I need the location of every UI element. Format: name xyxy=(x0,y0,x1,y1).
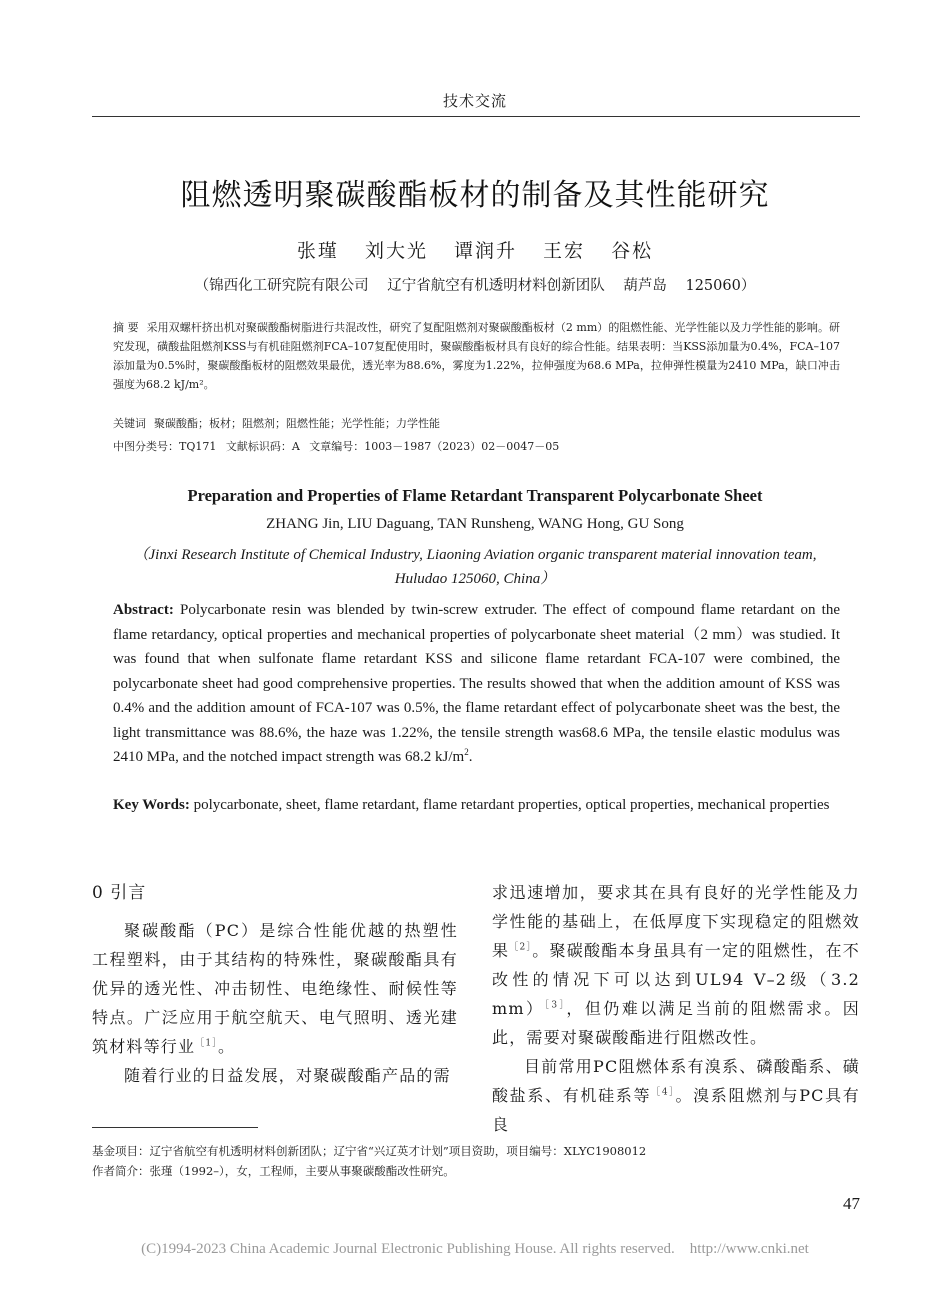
paragraph-text: 聚碳酸酯（PC）是综合性能优越的热塑性工程塑料，由于其结构的特殊性，聚碳酸酯具有优异的透光性、冲击韧性、电绝缘性、耐候性等特点。广泛应用于航空航天、电气照明、透光建筑材料等行业 xyxy=(92,921,458,1056)
english-abstract-text: Polycarbonate resin was blended by twin-screw extruder. The effect of compound flame retardant on the flame retardancy, optical properties and mechanical properties of polycarbonate sheet material（2 mm）was studied. It was found that when sulfonate flame retardant KSS and silicone flame retardant FCA-107 were combined, the polycarbonate sheet had good comprehensive properties. The results showed that when the addition amount of KSS was 0.4% and the addition amount of FCA-107 was 0.5%, the flame retardant effect of polycarbonate sheet was the best, the light transmittance was 88.6%, the haze was 1.22%, the tensile strength was68.6 MPa, the tensile elastic modulus was 2410 MPa, and the notched impact strength was 68.2 kJ/m xyxy=(113,602,841,765)
section-heading-introduction: 0 引言 xyxy=(92,883,147,903)
english-abstract-end: . xyxy=(468,749,473,765)
body-column-right xyxy=(492,878,860,1139)
body-paragraph xyxy=(492,1052,860,1139)
paragraph-text: ，但仍难以满足当前的阻燃需求。因此，需要对聚碳酸酯进行阻燃改性。 xyxy=(492,999,861,1047)
footnote-rule xyxy=(92,1127,258,1128)
chinese-keywords-label: 关键词 xyxy=(113,417,146,430)
affiliation: （锦西化工研究院有限公司 辽宁省航空有机透明材料创新团队 葫芦岛 125060） xyxy=(194,278,756,294)
chinese-abstract-label: 摘 要 xyxy=(113,321,139,334)
chinese-keywords-text: 聚碳酸酯；板材；阻燃剂；阻燃性能；光学性能；力学性能 xyxy=(154,417,440,430)
body-paragraph xyxy=(92,1061,458,1090)
body-paragraph xyxy=(92,916,458,1061)
paragraph-text: 目前常用PC阻燃体系有溴系、磷酸酯系、磺酸盐系、有机硅系等 xyxy=(492,1057,860,1105)
paragraph-text: 求迅速增加，要求其在具有良好的光学性能及力学性能的基础上，在低厚度下实现稳定的阻燃效果 xyxy=(492,883,860,960)
citation-ref: ［1］ xyxy=(195,1038,219,1049)
citation-ref: ［4］ xyxy=(651,1087,676,1098)
english-keywords xyxy=(113,793,840,818)
chinese-keywords xyxy=(113,414,840,433)
english-title: Preparation and Properties of Flame Retardant Transparent Polycarbonate Sheet xyxy=(187,486,763,505)
copyright-line: (C)1994-2023 China Academic Journal Electronic Publishing House. All rights reserved. http://www.cnki.net xyxy=(141,1241,809,1257)
english-affiliation: （Jinxi Research Institute of Chemical Industry, Liaoning Aviation organic transparent material innovation team, Huludao 125060, China） xyxy=(133,547,817,587)
paragraph-end: 。 xyxy=(218,1037,236,1056)
paper-title: 阻燃透明聚碳酸酯板材的制备及其性能研究 xyxy=(180,178,770,213)
paragraph-end: 。溴系阻燃剂与PC具有良 xyxy=(492,1086,860,1134)
english-authors: ZHANG Jin, LIU Daguang, TAN Runsheng, WANG Hong, GU Song xyxy=(266,516,684,532)
citation-ref: ［2］ xyxy=(509,942,533,953)
body-paragraph-continued xyxy=(492,878,860,1052)
page-number: 47 xyxy=(843,1194,860,1213)
journal-section-label: 技术交流 xyxy=(442,92,507,110)
english-abstract xyxy=(113,598,840,770)
unit-superscript: 2 xyxy=(464,747,469,757)
footnote-author-bio: 作者简介：张瑾（1992–），女，工程师，主要从事聚碳酸酯改性研究。 xyxy=(92,1164,455,1178)
author-list: 张瑾 刘大光 谭润升 王宏 谷松 xyxy=(296,240,654,262)
chinese-abstract xyxy=(113,318,840,394)
header-rule xyxy=(92,116,860,117)
english-keywords-label: Key Words: xyxy=(113,797,190,813)
english-abstract-label: Abstract: xyxy=(113,602,174,618)
paragraph-text: 。聚碳酸酯本身虽具有一定的阻燃性，在不改性的情况下可以达到UL94 V–2级（3.2 mm） xyxy=(492,941,860,1018)
english-keywords-text: polycarbonate, sheet, flame retardant, flame retardant properties, optical properties, mechanical properties xyxy=(193,797,830,813)
footnotes xyxy=(92,1141,860,1181)
paragraph-text: 随着行业的日益发展，对聚碳酸酯产品的需 xyxy=(124,1066,451,1085)
body-column-left xyxy=(92,878,458,1090)
chinese-abstract-text: 采用双螺杆挤出机对聚碳酸酯树脂进行共混改性，研究了复配阻燃剂对聚碳酸酯板材（2 mm）的阻燃性能、光学性能以及力学性能的影响。研究发现，磺酸盐阻燃剂KSS与有机硅阻燃剂FCA–107复配使用时，聚碳酸酯板材具有良好的综合性能。结果表明：当KSS添加量为0.4%，FCA–107添加量为0.5%时，聚碳酸酯板材的阻燃效果最优，透光率为88.6%，雾度为1.22%，拉伸强度为68.6 MPa，拉伸弹性模量为2410 MPa，缺口冲击强度为68.2 kJ/m²。 xyxy=(113,321,841,391)
citation-ref: ［3］ xyxy=(544,1000,567,1011)
footnote-funding: 基金项目：辽宁省航空有机透明材料创新团队；辽宁省“兴辽英才计划”项目资助，项目编号：XLYC1908012 xyxy=(92,1144,647,1158)
classification-line: 中图分类号：TQ171 文献标识码：A 文章编号：1003－1987（2023）02－0047－05 xyxy=(113,440,560,453)
